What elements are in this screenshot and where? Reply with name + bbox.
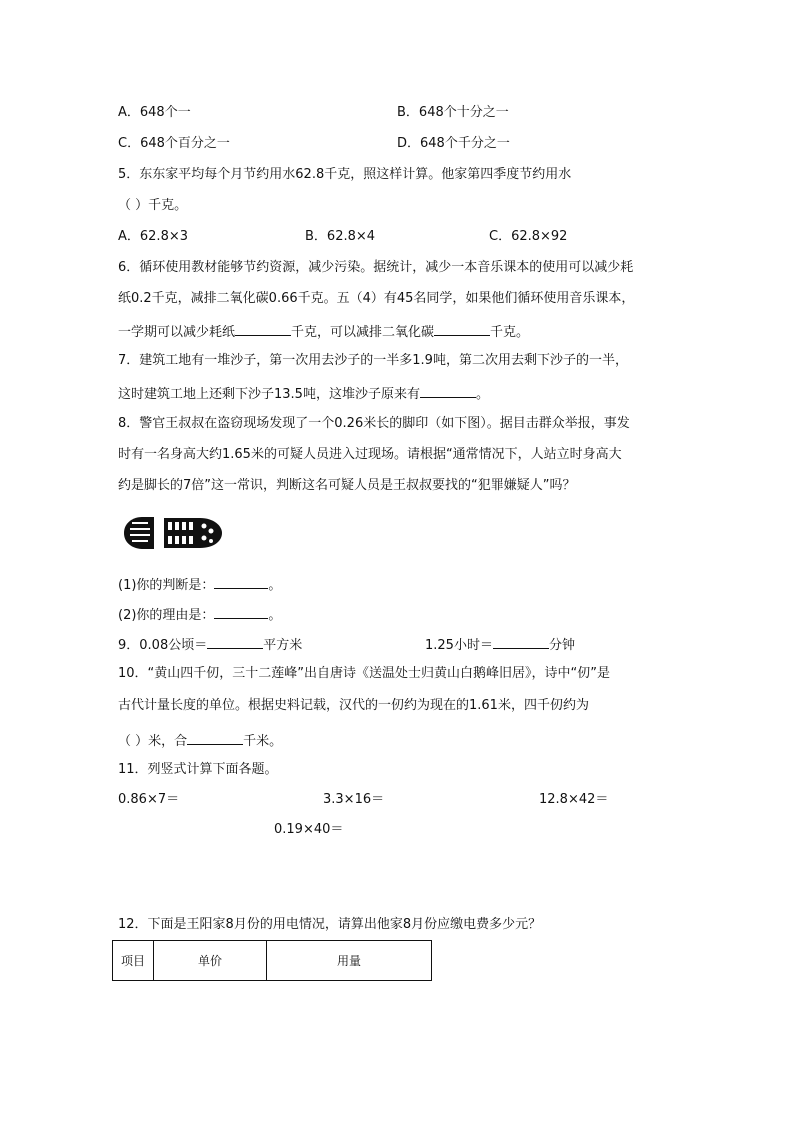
q4-option-a: A．648个一 [118, 105, 191, 120]
q4-option-b: B．648个十分之一 [397, 105, 509, 120]
q10-line3-part2: 千米。 [243, 734, 283, 749]
footprint-image [120, 514, 224, 552]
q10-text-line1: 10．“黄山四千仞，三十二莲峰”出自唐诗《送温处士归黄山白鹅峰旧居》，诗中“仞”是 [118, 666, 610, 681]
q6-text-line1: 6．循环使用教材能够节约资源，减少污染。据统计，减少一本音乐课本的使用可以减少耗 [118, 260, 634, 275]
q5-option-b: B．62.8×4 [305, 229, 376, 244]
q8-sub1-end: 。 [268, 578, 282, 593]
q12-title: 12．下面是王阳家8月份的用电情况，请算出他家8月份应缴电费多少元？ [118, 917, 542, 932]
q7-text-line2 [118, 384, 489, 403]
q11-item: 0.86×7＝ [118, 792, 180, 807]
answer-blank[interactable] [214, 605, 268, 619]
q6-line3-part2: 千克，可以减排二氧化碳 [291, 325, 435, 340]
q4-option-c: C．648个百分之一 [118, 136, 230, 151]
q10-text-line2: 古代计量长度的单位。根据史料记载，汉代的一仞约为现在的1.61米，四千仞约为 [118, 698, 589, 713]
q9-part-b [425, 635, 575, 654]
table-header-cell: 项目 [113, 941, 154, 981]
q10-line3-part1: （ ）米，合 [118, 734, 188, 749]
answer-blank[interactable] [187, 731, 243, 745]
answer-blank[interactable] [420, 384, 476, 398]
q6-line3-part3: 千克。 [490, 325, 530, 340]
table-header-cell: 用量 [267, 941, 432, 981]
q8-text-line3: 约是脚长的7倍”这一常识，判断这名可疑人员是王叔叔要找的“犯罪嫌疑人”吗？ [118, 478, 576, 493]
answer-blank[interactable] [434, 322, 490, 336]
q8-text-line2: 时有一名身高大约1.65米的可疑人员进入过现场。请根据“通常情况下，人站立时身高大 [118, 447, 622, 462]
answer-blank[interactable] [493, 635, 549, 649]
table-header-cell: 单价 [154, 941, 267, 981]
electricity-table [112, 940, 432, 981]
q8-sub1 [118, 575, 281, 594]
table-header-row [113, 941, 432, 981]
q5-text-line2: （ ）千克。 [118, 198, 188, 213]
q6-line3-part1: 一学期可以减少耗纸 [118, 325, 236, 340]
q11-item: 12.8×42＝ [539, 792, 609, 807]
answer-blank[interactable] [207, 635, 263, 649]
q8-sub2-label: (2)你的理由是： [118, 608, 215, 623]
q9-a-suffix: 平方米 [263, 638, 303, 653]
q6-text-line2: 纸0.2千克，减排二氧化碳0.66千克。五（4）有45名同学，如果他们循环使用音乐课本， [118, 291, 635, 306]
q5-option-a: A．62.8×3 [118, 229, 189, 244]
answer-blank[interactable] [235, 322, 291, 336]
q8-sub2 [118, 605, 281, 624]
q11-item: 3.3×16＝ [323, 792, 385, 807]
q9-b-prefix: 1.25小时＝ [425, 638, 493, 653]
q10-text-line3 [118, 731, 282, 750]
answer-blank[interactable] [214, 575, 268, 589]
q7-line2-part1: 这时建筑工地上还剩下沙子13.5吨，这堆沙子原来有 [118, 387, 420, 402]
q8-sub1-label: (1)你的判断是： [118, 578, 215, 593]
q8-text-line1: 8．警官王叔叔在盗窃现场发现了一个0.26米长的脚印（如下图）。据目击群众举报，事发 [118, 416, 630, 431]
q5-option-c: C．62.8×92 [489, 229, 568, 244]
q9-b-suffix: 分钟 [548, 638, 575, 653]
q6-text-line3 [118, 322, 529, 341]
q4-option-d: D．648个千分之一 [397, 136, 510, 151]
q11-title: 11．列竖式计算下面各题。 [118, 762, 278, 777]
q7-line2-part2: 。 [475, 387, 489, 402]
q9-a-prefix: 9．0.08公顷＝ [118, 638, 208, 653]
q9-part-a [118, 635, 302, 654]
q11-item: 0.19×40＝ [274, 822, 344, 837]
q5-text-line1: 5．东东家平均每个月节约用水62.8千克，照这样计算。他家第四季度节约用水 [118, 167, 572, 182]
q7-text-line1: 7．建筑工地有一堆沙子，第一次用去沙子的一半多1.9吨，第二次用去剩下沙子的一半， [118, 353, 628, 368]
q8-sub2-end: 。 [268, 608, 282, 623]
